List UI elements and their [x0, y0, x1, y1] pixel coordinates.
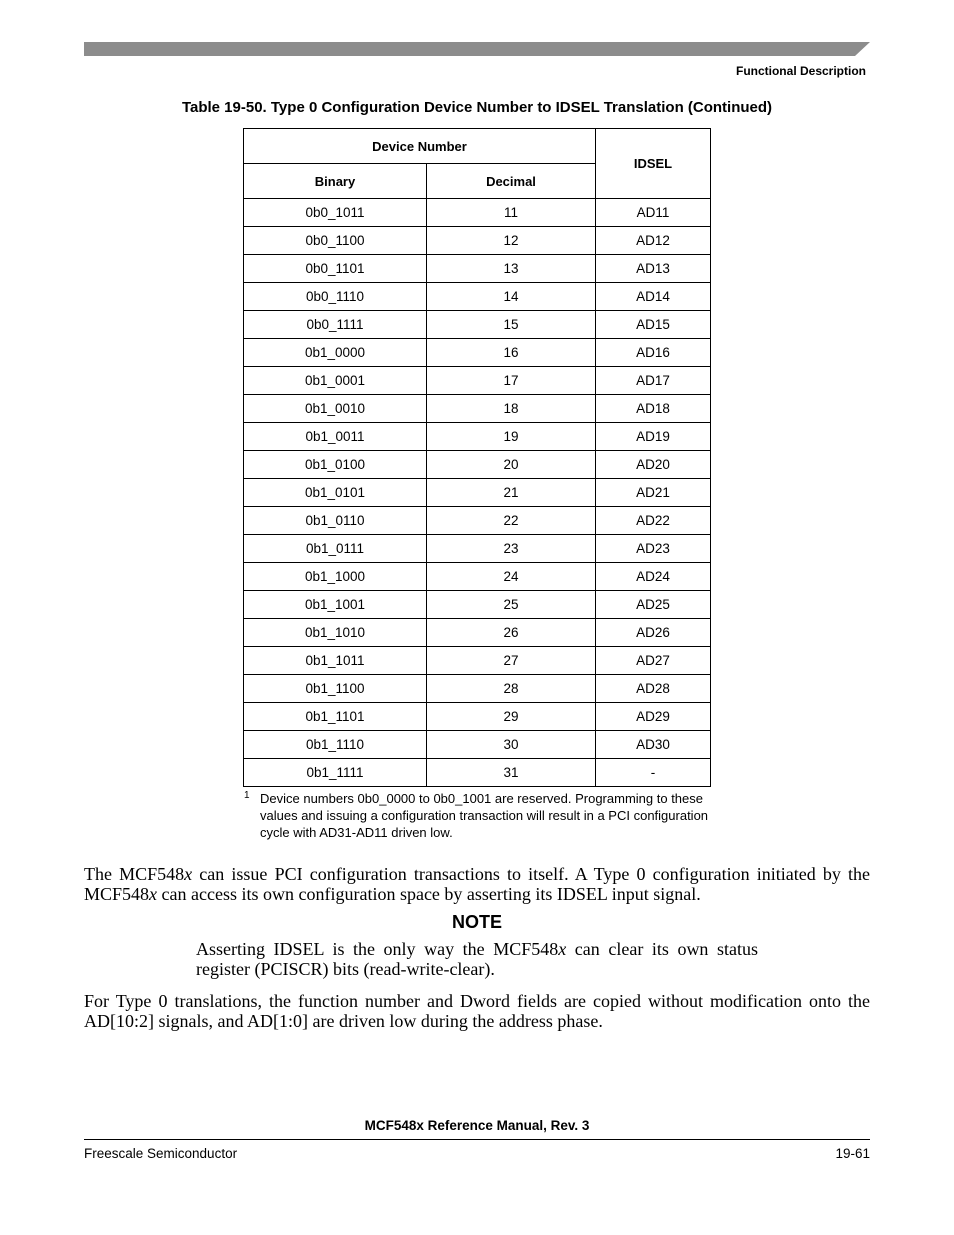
cell-decimal: 26 — [427, 619, 596, 647]
cell-idsel: AD11 — [596, 199, 711, 227]
table-row — [244, 619, 711, 647]
cell-binary: 0b1_1011 — [244, 647, 427, 675]
table-row — [244, 283, 711, 311]
table-row — [244, 703, 711, 731]
cell-idsel: AD21 — [596, 479, 711, 507]
cell-decimal: 14 — [427, 283, 596, 311]
cell-decimal: 12 — [427, 227, 596, 255]
cell-decimal: 19 — [427, 423, 596, 451]
cell-decimal: 17 — [427, 367, 596, 395]
header-device-number: Device Number — [244, 129, 596, 164]
cell-decimal: 29 — [427, 703, 596, 731]
cell-decimal: 11 — [427, 199, 596, 227]
table-row — [244, 339, 711, 367]
cell-binary: 0b1_1000 — [244, 563, 427, 591]
cell-binary: 0b1_1001 — [244, 591, 427, 619]
paragraph-2: For Type 0 translations, the function number and Dword fields are copied without modification onto the AD[10:2] signals, and AD[1:0] are driven low during the address phase. — [84, 991, 870, 1031]
cell-idsel: AD17 — [596, 367, 711, 395]
table-row — [244, 535, 711, 563]
cell-idsel: AD20 — [596, 451, 711, 479]
section-label: Functional Description — [735, 64, 866, 78]
cell-idsel: AD16 — [596, 339, 711, 367]
cell-decimal: 20 — [427, 451, 596, 479]
cell-binary: 0b1_1010 — [244, 619, 427, 647]
table-row — [244, 367, 711, 395]
cell-binary: 0b0_1111 — [244, 311, 427, 339]
footnote-text: Device numbers 0b0_0000 to 0b0_1001 are reserved. Programming to these values and issuing a configuration transaction will result in a PCI configuration cycle with AD31-AD11 driven low. — [260, 791, 709, 840]
cell-decimal: 25 — [427, 591, 596, 619]
table-row — [244, 255, 711, 283]
cell-decimal: 23 — [427, 535, 596, 563]
cell-binary: 0b0_1011 — [244, 199, 427, 227]
table-row — [244, 759, 711, 787]
table-row — [244, 311, 711, 339]
cell-binary: 0b1_1110 — [244, 731, 427, 759]
cell-binary: 0b1_0111 — [244, 535, 427, 563]
table-row — [244, 423, 711, 451]
cell-idsel: AD22 — [596, 507, 711, 535]
footer-page-number: 19-61 — [835, 1146, 870, 1161]
cell-decimal: 24 — [427, 563, 596, 591]
cell-idsel: AD29 — [596, 703, 711, 731]
header-idsel: IDSEL — [596, 129, 711, 199]
cell-binary: 0b1_0011 — [244, 423, 427, 451]
cell-idsel: AD27 — [596, 647, 711, 675]
table-title: Table 19-50. Type 0 Configuration Device Number to IDSEL Translation (Continued) — [181, 99, 773, 116]
cell-binary: 0b0_1110 — [244, 283, 427, 311]
cell-binary: 0b1_0001 — [244, 367, 427, 395]
translation-table — [243, 128, 711, 787]
table-row — [244, 675, 711, 703]
header-decimal: Decimal — [427, 164, 596, 199]
cell-idsel: AD14 — [596, 283, 711, 311]
table-row — [244, 227, 711, 255]
cell-decimal: 27 — [427, 647, 596, 675]
table-body — [244, 199, 711, 787]
cell-decimal: 30 — [427, 731, 596, 759]
header-binary: Binary — [244, 164, 427, 199]
cell-decimal: 15 — [427, 311, 596, 339]
table-row — [244, 563, 711, 591]
cell-decimal: 13 — [427, 255, 596, 283]
cell-decimal: 28 — [427, 675, 596, 703]
cell-binary: 0b1_0010 — [244, 395, 427, 423]
cell-binary: 0b1_0110 — [244, 507, 427, 535]
cell-binary: 0b0_1101 — [244, 255, 427, 283]
cell-idsel: AD12 — [596, 227, 711, 255]
cell-binary: 0b1_1100 — [244, 675, 427, 703]
table-row — [244, 199, 711, 227]
table-row — [244, 479, 711, 507]
cell-binary: 0b1_0000 — [244, 339, 427, 367]
table-row — [244, 395, 711, 423]
note-title: NOTE — [451, 912, 502, 932]
cell-idsel: AD24 — [596, 563, 711, 591]
table-row — [244, 507, 711, 535]
paragraph-1: The MCF548x can issue PCI configuration transactions to itself. A Type 0 configuration initiated by the MCF548x can access its own configuration space by asserting its IDSEL input signal. — [84, 864, 870, 904]
table-row — [244, 731, 711, 759]
table-row — [244, 451, 711, 479]
cell-binary: 0b1_0101 — [244, 479, 427, 507]
footnote-mark: 1 — [244, 790, 250, 801]
cell-idsel: AD13 — [596, 255, 711, 283]
cell-idsel: AD19 — [596, 423, 711, 451]
cell-decimal: 22 — [427, 507, 596, 535]
cell-idsel: AD30 — [596, 731, 711, 759]
footer-company: Freescale Semiconductor — [84, 1146, 238, 1161]
cell-decimal: 18 — [427, 395, 596, 423]
cell-binary: 0b1_1111 — [244, 759, 427, 787]
cell-idsel: AD25 — [596, 591, 711, 619]
table-row — [244, 591, 711, 619]
note-text: Asserting IDSEL is the only way the MCF548x can clear its own status register (PCISCR) bits (read-write-clear). — [196, 939, 758, 979]
cell-binary: 0b1_0100 — [244, 451, 427, 479]
cell-idsel: AD18 — [596, 395, 711, 423]
footer-divider — [84, 1139, 870, 1140]
cell-idsel: AD28 — [596, 675, 711, 703]
cell-binary: 0b0_1100 — [244, 227, 427, 255]
cell-idsel: AD26 — [596, 619, 711, 647]
cell-idsel: AD15 — [596, 311, 711, 339]
cell-decimal: 21 — [427, 479, 596, 507]
table-row — [244, 647, 711, 675]
cell-idsel: AD23 — [596, 535, 711, 563]
cell-decimal: 16 — [427, 339, 596, 367]
footer-title: MCF548x Reference Manual, Rev. 3 — [364, 1118, 590, 1133]
cell-idsel: - — [596, 759, 711, 787]
header-banner — [84, 42, 870, 56]
cell-decimal: 31 — [427, 759, 596, 787]
cell-binary: 0b1_1101 — [244, 703, 427, 731]
table-footnote — [244, 790, 714, 841]
